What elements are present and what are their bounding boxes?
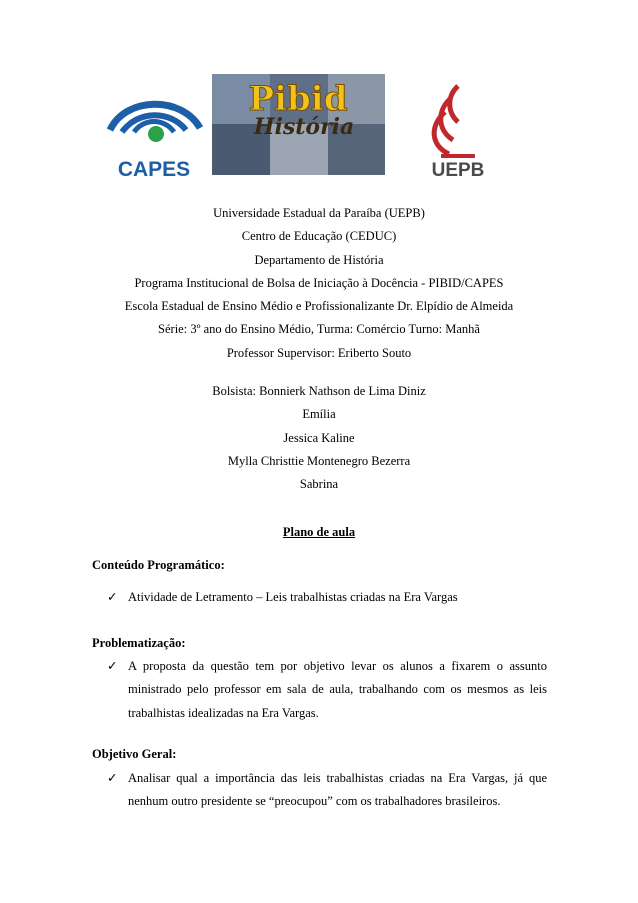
check-icon: ✓ [107,771,118,785]
svg-text:História: História [253,114,355,140]
bolsista-line: Jessica Kaline [283,430,355,445]
check-icon: ✓ [107,659,118,673]
institution-header [0,202,638,365]
svg-text:CAPES: CAPES [117,158,191,181]
bolsista-line: Bolsista: Bonnierk Nathson de Lima Diniz [212,384,426,398]
capes-logo [104,82,204,182]
bolsista-line: Sabrina [299,477,339,492]
header-line: Série: 3º ano do Ensino Médio, Turma: Comércio Turno: Manhã [158,322,480,337]
logo-row [0,68,638,183]
list-item [107,586,547,609]
svg-text:Pibid: Pibid [248,79,348,119]
list-item-text: A proposta da questão tem por objetivo levar os alunos a fixarem o assunto ministrado pelo professor em sala de aula, trabalhando com os mesmos as leis trabalhistas idealizadas na Era Vargas. [128,659,547,720]
list-item [107,655,547,725]
list-item-text: Atividade de Letramento – Leis trabalhistas criadas na Era Vargas [128,590,458,604]
header-line: Universidade Estadual da Paraíba (UEPB) [213,206,425,220]
list-item-text: Analisar qual a importância das leis trabalhistas criadas na Era Vargas, já que nenhum outro presidente se “preocupou” com os trabalhadores brasileiros. [128,771,547,809]
header-line: Programa Institucional de Bolsa de Iniciação à Docência - PIBID/CAPES [134,275,504,290]
section-problematizacao-label: Problematização: [92,636,186,650]
header-line: Centro de Educação (CEDUC) [241,229,397,244]
bolsista-line: Emília [302,407,336,422]
bolsistas-list [0,380,638,496]
check-icon: ✓ [107,590,118,604]
pibid-historia-logo [212,74,385,175]
list-item [107,767,547,814]
bolsista-line: Mylla Christtie Montenegro Bezerra [227,453,411,468]
section-objetivo-label: Objetivo Geral: [92,747,177,761]
header-line: Escola Estadual de Ensino Médio e Profissionalizante Dr. Elpídio de Almeida [124,299,514,314]
header-line: Professor Supervisor: Eriberto Souto [226,345,412,360]
header-line: Departamento de História [254,252,384,267]
uepb-logo [423,84,493,178]
section-conteudo-label: Conteúdo Programático: [92,558,225,572]
svg-text:UEPB: UEPB [431,160,485,178]
plan-title: Plano de aula [282,525,356,539]
